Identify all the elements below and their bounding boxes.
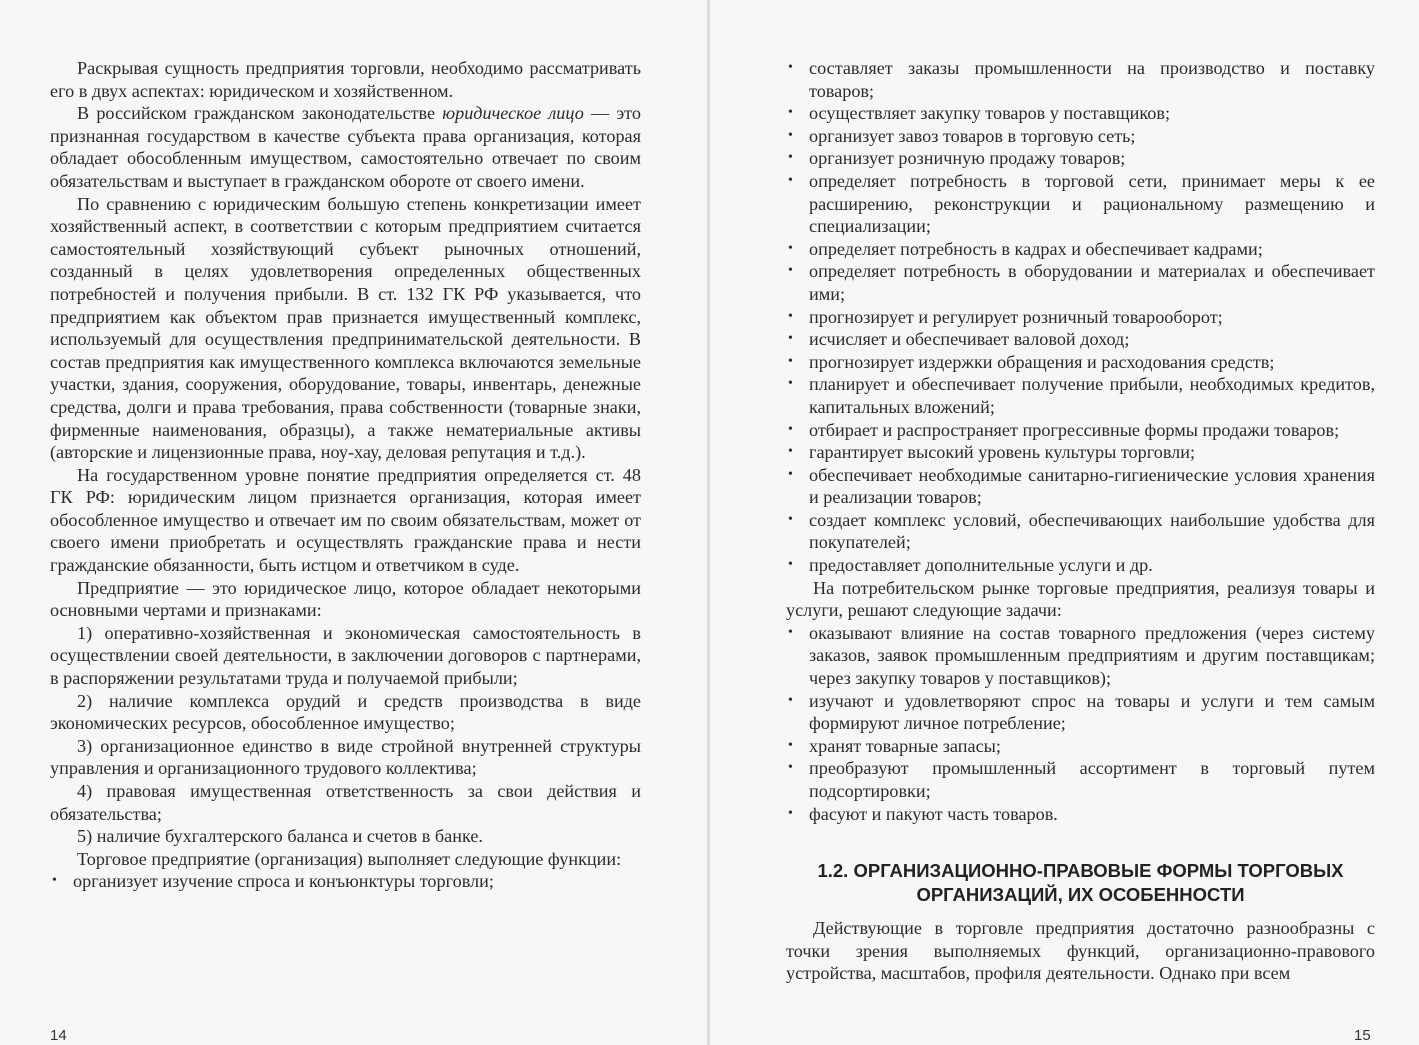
bullet-icon: •	[788, 466, 793, 482]
bullet-icon: •	[788, 105, 793, 121]
text-span: — это признанная государством в качестве субъекта права организация, которая обладает обособленным имуществом, самостоятельно отвечает по своим обязательствам и выступает в гражданском обороте от своего имени.	[50, 103, 641, 191]
list-item-text: прогнозирует и регулирует розничный товарооборот;	[809, 306, 1223, 327]
list-item	[786, 509, 1375, 554]
numbered-item: 2) наличие комплекса орудий и средств производства в виде экономических ресурсов, обособленное имущество;	[50, 690, 641, 734]
list-item	[786, 464, 1375, 509]
list-item	[786, 125, 1375, 148]
italic-term: юридическое лицо	[442, 103, 584, 124]
bullet-icon: •	[788, 150, 793, 166]
bullet-icon: •	[788, 511, 793, 527]
list-item-text: определяет потребность в торговой сети, принимает меры к ее расширению, реконструкции и рациональному размещению и специализации;	[809, 170, 1375, 237]
list-item	[786, 306, 1375, 329]
section-heading-line: 1.2. ОРГАНИЗАЦИОННО-ПРАВОВЫЕ ФОРМЫ ТОРГОВЫХ	[817, 860, 1344, 882]
list-item	[786, 803, 1375, 826]
list-item-text: оказывают влияние на состав товарного предложения (через систему заказов, заявок промышленным предприятиям и другим поставщикам; через закупку товаров у поставщиков);	[809, 622, 1375, 689]
paragraph: На государственном уровне понятие предприятия определяется ст. 48 ГК РФ: юридическим лицом признается организация, которая имеет обособленное имущество и отвечает им по своим обязательствам, может от своего имени приобретать и осуществлять гражданские права и нести гражданские обязанности, быть истцом и ответчиком в суде.	[50, 464, 641, 576]
bullet-icon: •	[788, 805, 793, 821]
list-item	[786, 238, 1375, 261]
list-item	[786, 622, 1375, 690]
list-item	[786, 373, 1375, 418]
bullet-icon: •	[788, 760, 793, 776]
list-item-text: исчисляет и обеспечивает валовой доход;	[809, 329, 1130, 350]
section-heading-line: ОРГАНИЗАЦИЙ, ИХ ОСОБЕННОСТИ	[916, 884, 1245, 906]
paragraph: Действующие в торговле предприятия достаточно разнообразны с точки зрения выполняемых функций, организационно-правового устройства, масштабов, профиля деятельности. Однако при всем	[786, 918, 1375, 984]
bullet-icon: •	[52, 873, 57, 889]
list-item	[786, 419, 1375, 442]
bullet-icon: •	[788, 737, 793, 753]
list-item-text: обеспечивает необходимые санитарно-гигиенические условия хранения и реализации товаров;	[809, 464, 1375, 508]
left-page	[0, 0, 709, 1045]
numbered-item: 1) оперативно-хозяйственная и экономическая самостоятельность в осуществлении своей деятельности, в заключении договоров с партнерами, в распоряжении результатами труда и получаемой прибыли;	[50, 622, 641, 689]
list-item-text: создает комплекс условий, обеспечивающих наибольшие удобства для покупателей;	[809, 509, 1375, 553]
list-item	[786, 690, 1375, 735]
paragraph: По сравнению с юридическим большую степень конкретизации имеет хозяйственный аспект, в соответствии с которым предприятием считается самостоятельный хозяйствующий субъект рыночных отношений, созданный в целях удовлетворения определенных общественных потребностей и получения прибыли. В ст. 132 ГК РФ указывается, что предприятием как объектом прав признается имущественный комплекс, используемый для осуществления предпринимательской деятельности. В состав предприятия как имущественного комплекса включаются земельные участки, здания, сооружения, оборудование, товары, инвентарь, денежные средства, долги и права требования, права собственности (товарные знаки, фирменные наименования, образцы), а также нематериальные активы (авторские и лицензионные права, ноу-хау, деловая репутация и т.д.).	[50, 193, 641, 463]
bullet-icon: •	[788, 308, 793, 324]
list-item	[786, 757, 1375, 802]
bullet-icon: •	[788, 624, 793, 640]
paragraph: На потребительском рынке торговые предприятия, реализуя товары и услуги, решают следующие задачи:	[786, 577, 1375, 621]
list-item-text: хранят товарные запасы;	[809, 735, 1001, 756]
numbered-item: 5) наличие бухгалтерского баланса и счетов в банке.	[77, 826, 483, 847]
bullet-icon: •	[788, 60, 793, 75]
list-item-text: гарантирует высокий уровень культуры торговли;	[809, 442, 1196, 463]
list-item-text: организует изучение спроса и конъюнктуры торговли;	[73, 871, 494, 892]
list-item	[786, 57, 1375, 102]
list-item-text: осуществляет закупку товаров у поставщиков;	[809, 103, 1171, 124]
numbered-item: 4) правовая имущественная ответственность за свои действия и обязательства;	[50, 781, 641, 824]
list-item-text: изучают и удовлетворяют спрос на товары и услуги и тем самым формируют личное потребление;	[809, 690, 1375, 734]
bullet-icon: •	[788, 557, 793, 573]
bullet-icon: •	[788, 331, 793, 347]
list-item	[50, 870, 641, 893]
bullet-icon: •	[788, 692, 793, 708]
list-item	[786, 351, 1375, 374]
bullet-icon: •	[788, 127, 793, 143]
list-item	[786, 441, 1375, 464]
list-item-text: фасуют и пакуют часть товаров.	[809, 803, 1058, 824]
list-item-text: преобразуют промышленный ассортимент в торговый путем подсортировки;	[809, 758, 1375, 801]
paragraph: Раскрывая сущность предприятия торговли, необходимо рассматривать его в двух аспектах: юридическом и хозяйственном.	[50, 58, 641, 101]
numbered-item: 3) организационное единство в виде стройной внутренней структуры управления и организационного трудового коллектива;	[50, 735, 641, 779]
list-item	[786, 170, 1375, 238]
paragraph	[50, 102, 641, 192]
list-item-text: организует завоз товаров в торговую сеть;	[809, 125, 1136, 146]
list-item-text: прогнозирует издержки обращения и расходования средств;	[809, 351, 1275, 372]
paragraph: Торговое предприятие (организация) выполняет следующие функции:	[77, 848, 622, 869]
bullet-icon: •	[788, 376, 793, 392]
list-item-text: определяет потребность в оборудовании и материалах и обеспечивает ими;	[809, 261, 1375, 304]
functions-list-continued	[786, 57, 1375, 577]
page-number: 15	[1354, 1027, 1371, 1044]
tasks-list	[786, 622, 1375, 825]
list-item-text: составляет заказы промышленности на производство и поставку товаров;	[809, 58, 1375, 101]
list-item	[786, 147, 1375, 170]
list-item	[786, 102, 1375, 125]
list-item-text: организует розничную продажу товаров;	[809, 148, 1126, 169]
list-item	[786, 554, 1375, 577]
bullet-icon: •	[788, 421, 793, 437]
page-number: 14	[50, 1027, 67, 1044]
bullet-icon: •	[788, 444, 793, 460]
list-item-text: отбирает и распространяет прогрессивные формы продажи товаров;	[809, 419, 1340, 440]
section-heading	[786, 859, 1375, 907]
bullet-icon: •	[788, 263, 793, 279]
bullet-icon: •	[788, 240, 793, 256]
list-item-text: планирует и обеспечивает получение прибыли, необходимых кредитов, капитальных вложений;	[809, 374, 1375, 417]
list-item	[786, 328, 1375, 351]
paragraph: Предприятие — это юридическое лицо, которое обладает некоторыми основными чертами и признаками:	[50, 577, 641, 621]
functions-list	[50, 870, 641, 893]
right-text-column	[786, 57, 1375, 985]
text-span: В российском гражданском законодательстве	[77, 103, 443, 124]
bullet-icon: •	[788, 172, 793, 188]
list-item	[786, 260, 1375, 305]
list-item	[786, 735, 1375, 758]
right-page	[710, 0, 1419, 1045]
left-text-column	[50, 57, 641, 893]
list-item-text: предоставляет дополнительные услуги и др.	[809, 555, 1153, 576]
list-item-text: определяет потребность в кадрах и обеспечивает кадрами;	[809, 238, 1263, 259]
bullet-icon: •	[788, 353, 793, 369]
